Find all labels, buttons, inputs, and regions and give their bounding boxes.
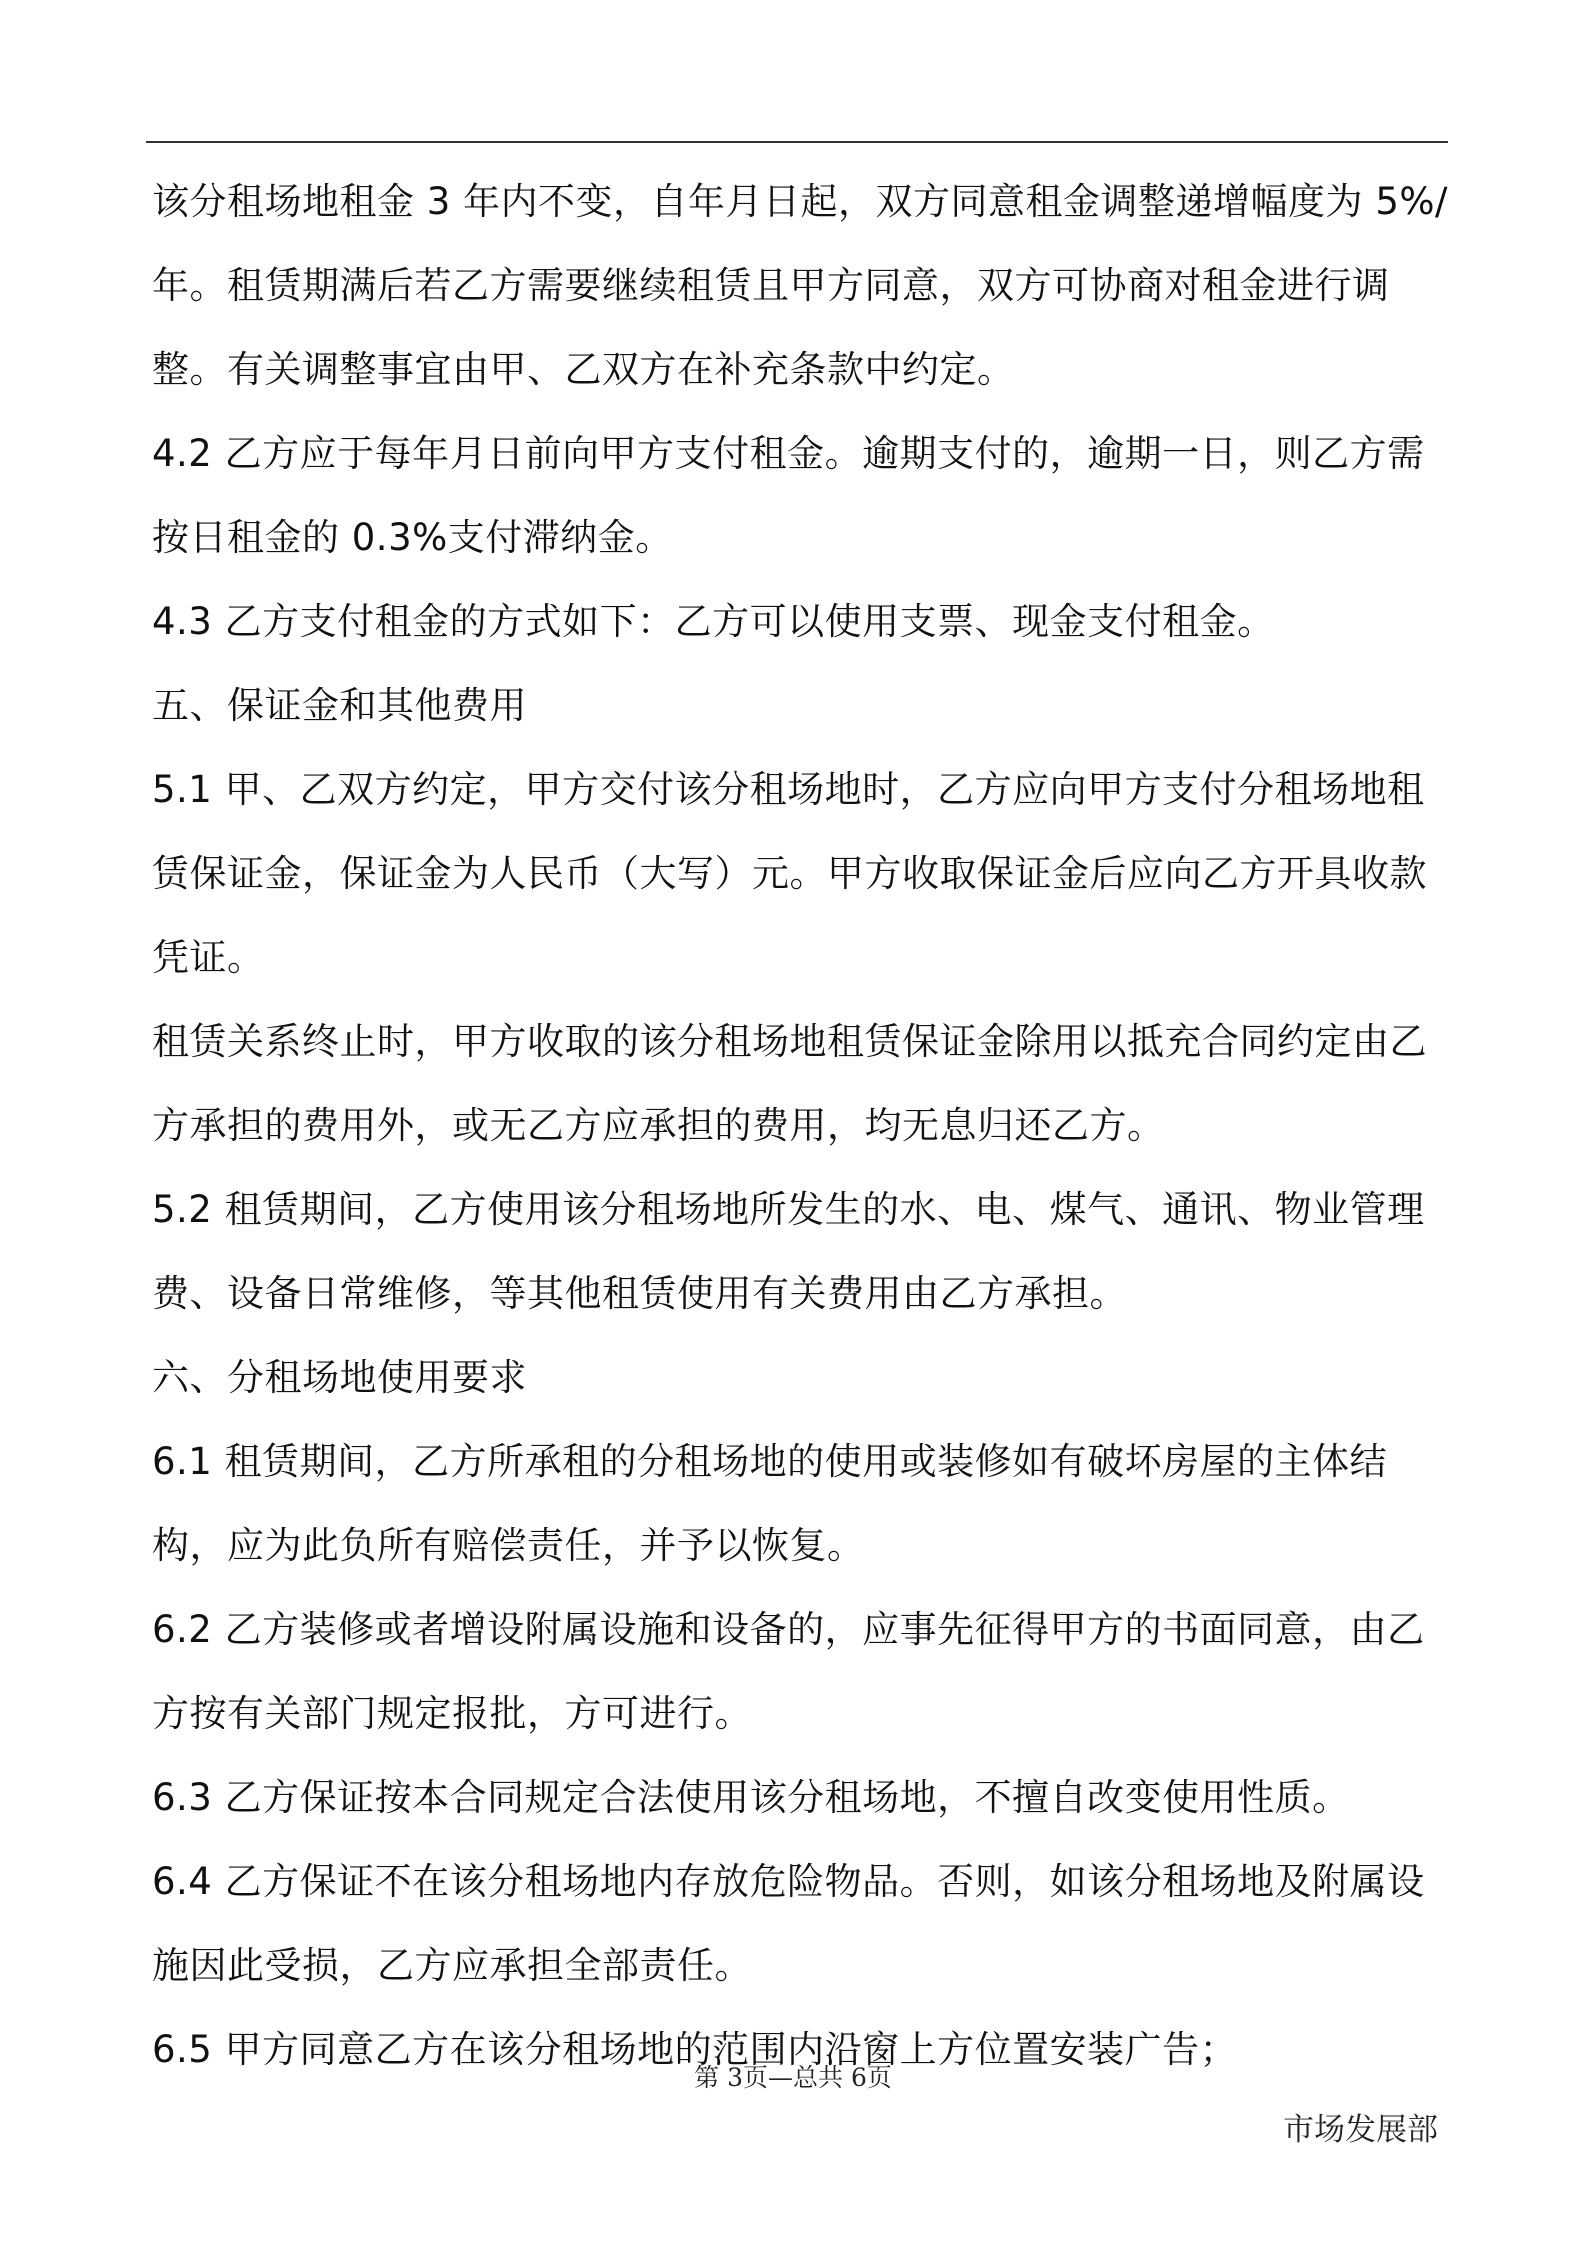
department-label: 市场发展部 [1283, 2112, 1438, 2148]
paragraph-5-2: 5.2 租赁期间，乙方使用该分租场地所发生的水、电、煤气、通讯、物业管理费、设备日常维修，等其他租赁使用有关费用由乙方承担。 [152, 1188, 1425, 1315]
section-heading-6: 六、分租场地使用要求 [152, 1356, 527, 1399]
paragraph-6-5: 6.5 甲方同意乙方在该分租场地的范围内沿窗上方位置安装广告； [152, 2028, 1238, 2071]
header-rule [146, 141, 1448, 143]
paragraph-rent-adjustment: 该分租场地租金 3 年内不变，自年月日起，双方同意租金调整递增幅度为 5%/年。租赁期满后若乙方需要继续租赁且甲方同意，双方可协商对租金进行调整。有关调整事宜由甲、乙双方在补充条款中约定。 [152, 180, 1448, 391]
paragraph-6-2: 6.2 乙方装修或者增设附属设施和设备的，应事先征得甲方的书面同意，由乙方按有关部门规定报批，方可进行。 [152, 1608, 1425, 1735]
section-heading-5: 五、保证金和其他费用 [152, 684, 527, 727]
paragraph-6-4: 6.4 乙方保证不在该分租场地内存放危险物品。否则，如该分租场地及附属设施因此受损，乙方应承担全部责任。 [152, 1860, 1425, 1987]
paragraph-6-3: 6.3 乙方保证按本合同规定合法使用该分租场地，不擅自改变使用性质。 [152, 1776, 1350, 1819]
paragraph-4-2: 4.2 乙方应于每年月日前向甲方支付租金。逾期支付的，逾期一日，则乙方需按日租金的 0.3%支付滞纳金。 [152, 432, 1425, 559]
paragraph-deposit-return: 租赁关系终止时，甲方收取的该分租场地租赁保证金除用以抵充合同约定由乙方承担的费用外，或无乙方应承担的费用，均无息归还乙方。 [152, 1020, 1427, 1147]
page-indicator: 第 3页—总共 6页 [694, 2063, 892, 2092]
document-body [152, 160, 1452, 2092]
paragraph-6-1: 6.1 租赁期间，乙方所承租的分租场地的使用或装修如有破坏房屋的主体结构，应为此负所有赔偿责任，并予以恢复。 [152, 1440, 1388, 1567]
paragraph-4-3: 4.3 乙方支付租金的方式如下：乙方可以使用支票、现金支付租金。 [152, 600, 1275, 643]
paragraph-5-1: 5.1 甲、乙双方约定，甲方交付该分租场地时，乙方应向甲方支付分租场地租赁保证金，保证金为人民币（大写）元。甲方收取保证金后应向乙方开具收款凭证。 [152, 768, 1427, 979]
